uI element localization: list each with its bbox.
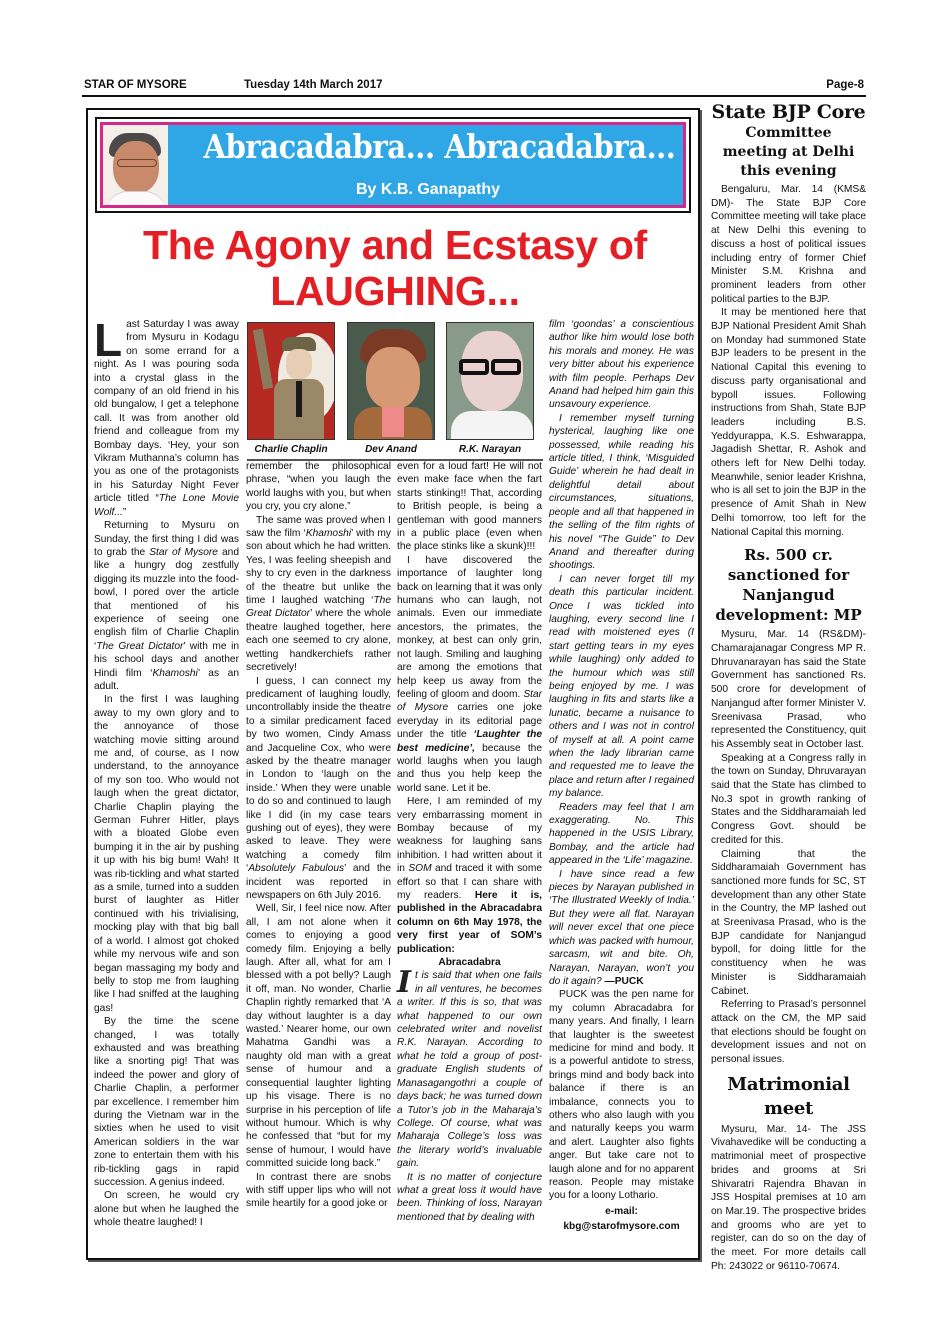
paragraph: Referring to Prasad’s personnel attack on the CM, the MP said that elections should be fought on development issues and not on personal issues.: [711, 999, 866, 1066]
paragraph: I have since read a few pieces by Narayan published in ‘The Illustrated Weekly of India.’ But they were all flat. Narayan will never excel that one piece which was packed with humour, sarcasm, wit and bite. Oh, Narayan, Narayan, won’t you do it again? —PUCK: [549, 868, 694, 987]
paragraph: I remember myself turning hysterical, laughing like one possessed, while reading his article titled, I think, ‘Misguided Guide’ wherein he had dealt in delightful detail about circumstances, situations, people and all that happened in the selling of the film rights of his novel “The Guide” to Dev Anand and thereafter during shootings.: [549, 412, 694, 572]
paragraph: Bengaluru, Mar. 14 (KMS& DM)- The State BJP Core Committee meeting will take place at New Delhi this evening to discuss a host of political issues including entry of former Chief Minister S.M. Krishna and prominent leaders from other political parties to the BJP.: [711, 184, 866, 305]
paragraph: even for a loud fart! He will not even make face when the fart starts stinking!! That, according to British people, is being a gentleman with good manners in a public place (even when the place stinks like a skunk)!!!: [397, 461, 542, 553]
paragraph: The same was proved when I saw the film ‘Khamoshi’ with my son about which he had written. Yes, I was feeling sheepish and shy to cry even in the darkness of the theatre but unlike the time I laughed watching ‘The Great Dictator’ where the whole theatre laughed together, here each one seemed to cry alone, wetting handkerchiefs rather secretively!: [246, 514, 391, 674]
paragraph: Returning to Mysuru on Sunday, the first thing I did was to grab the Star of Mysore and like a hungry dog zestfully digging its muzzle into the food-bowl, I pored over the article that mentioned of his experience of seeing one english film of Charlie Chaplin ‘The Great Dictator’ with me in his school days and another Hindi film ‘Khamoshi’ as an adult.: [94, 520, 239, 692]
news-subheadline: Committee meeting at Delhi this evening: [722, 125, 855, 179]
excerpt-subhead: Abracadabra: [438, 957, 501, 969]
drop-cap: I: [397, 965, 412, 1001]
paragraph: Well, Sir, I feel nice now. After all, I am not alone when it comes to enjoying a good comedy film. Enjoying a belly laugh. After all, what for am I blessed with a pot belly? Laugh it off, man. No wonder, Charlie Chaplin rightly remarked that ‘A day without laughter is a day wasted.’ Nearer home, our own Mahatma Gandhi was a naughty old man with a great sense of humour and a consequential laughter lighting up his visage. There is no surprise in his perception of life without humour. Which is why he confessed that “but for my sense of humour, I would have committed suicide long back.”: [246, 903, 391, 1170]
news-item-bjp-core-committee: [711, 100, 866, 539]
column-banner-frame: [100, 122, 686, 208]
paragraph: It may be mentioned here that BJP National President Amit Shah on Monday had summoned State BJP leaders to be present in the National Capital this evening to discuss party organisational and bypoll issues. Following instructions from Shah, State BJP leaders including B.S. Yeddyurappa, K.S. Eshwarappa, Jagadish Shettar, R. Ashok and others left for New Delhi today. Meanwhile, senior leader Krishna, who is all set to join the BJP in the presence of Amit Shah in New Delhi tomorrow, too left for the National Capital this morning.: [711, 307, 866, 538]
paragraph: remember the philosophical phrase, “when you laugh the world laughs with you, but when you cry, you cry alone.”: [246, 461, 391, 513]
email-label: e-mail:: [605, 1205, 638, 1217]
paragraph: PUCK was the pen name for my column Abracadabra for many years. And finally, I learn that laughter is the sweetest medicine for mind and body. It is a powerful antidote to stress, brings mind and body back into balance if there is an imbalance, connects you to others who also laugh with you and naturally keeps you warm and alert. Laughter also fights anger. But take care not to laugh alone and for no apparent reason. People may mistake you for a loony Lothario.: [549, 989, 694, 1202]
paragraph: Mysuru, Mar. 14 (RS&DM)- Chamarajanagar Congress MP R. Dhruvanarayan has said the State Government has sanctioned Rs. 500 crore for development of Nanjangud after former Minister V. Sreenivasa Prasad, who represented the Constituency, quit his Assembly seat in October last.: [711, 629, 866, 750]
article-column-1: [94, 314, 239, 1230]
issue-date: Tuesday 14th March 2017: [244, 79, 383, 91]
photo-caption: R.K. Narayan: [458, 444, 522, 455]
news-item-matrimonial-meet: [711, 1073, 866, 1274]
photo-caption: Dev Anand: [365, 444, 417, 455]
article-headline: The Agony and Ecstasy of LAUGHING...: [143, 222, 647, 314]
excerpt: [397, 965, 542, 1224]
column-title: Abracadabra... Abracadabra...: [203, 127, 676, 166]
glasses-icon: [117, 159, 157, 167]
paragraph: I have discovered the importance of laughter long back on learning that it was only humans who can laugh, not animals. Even our immediate ancestors, the primates, the monkey, at best can only grin, not laugh. Smiling and laughing are among the emotions that help keep us away from the feeling of gloom and doom. Star of Mysore carries one joke everyday in its editorial page under the title ‘Laughter the best medicine’, because the world laughs when you laugh and thus you help keep the world sane. Let it be.: [397, 554, 542, 794]
sidebar-news: [711, 100, 866, 1274]
author-email-link[interactable]: kbg@starofmysore.com: [563, 1221, 680, 1233]
news-headline: State BJP Core: [711, 101, 866, 123]
news-headline: Matrimonial meet: [727, 1073, 850, 1119]
paragraph: In the first I was laughing away to my own glory and to the annoyance of those watching movie sitting around me and, of course, as I now understand, to the annoyance of my son too. Who would not laugh when the great dictator, Charlie Chaplin playing the German Fuhrer Hitler, plays with a bloated Globe even bumping it in the air by pushing it up with his big bum! Wah! It was rib-tickling and what started as a smile, turned into a sudden burst of laughter as Hitler continued with his trivialising, mocking play with that big ball of a world. I almost got choked while my nervous wife and son began massaging my body and belly to stop me from laughing like I had sniffed at the laughing gas!: [94, 694, 239, 1014]
paragraph: On screen, he would cry alone but when he laughed the whole theatre laughed! I: [94, 1190, 239, 1229]
paragraph: Here, I am reminded of my very embarrassing moment in Bombay because of my weakness for laughing sans inhibition. I had written about it in SOM and traced it with some effort so that I can share with my readers. Here it is, published in the Abracadabra column on 6th May 1978, the very first year of SOM’s publication:: [397, 796, 542, 955]
drop-cap: L: [94, 314, 123, 366]
photo-rk-narayan: [446, 322, 534, 440]
photo-caption: Charlie Chaplin: [254, 444, 328, 455]
photo-charlie-chaplin: [247, 322, 335, 440]
paragraph: Last Saturday I was away from Mysuru in Kodagu on some errand for a night. As I was pouring soda into a crystal glass in the company of an old friend in his old bungalow, I get a telephone call. It was from another old friend and colleague from my Bombay days. ‘Hey, your son Vikram Muthanna’s column has you as one of the protagonists in his Saturday Night Fever article titled “The Lone Movie Wolf...”: [94, 314, 239, 518]
column-byline: By K.B. Ganapathy: [355, 181, 501, 198]
masthead: [84, 76, 864, 96]
columnist-portrait: [103, 125, 168, 205]
photo-dev-anand: [347, 322, 435, 440]
masthead-divider: [82, 95, 866, 97]
page-number: Page-8: [826, 79, 864, 91]
paragraph: In contrast there are snobs with stiff upper lips who will not smile heartily for a good joke or: [246, 1171, 391, 1210]
paragraph: Readers may feel that I am exaggerating. No. This happened in the USIS Library, Bombay, and the article had appeared in the ‘Life’ magazine.: [549, 801, 694, 867]
article-column-4: [549, 318, 694, 1234]
paragraph: By the time the scene changed, I was totally exhausted and was breathing like a snorting pig! That was indeed the power and glory of Charlie Chaplin, a performer par excellence. I remember him during the Vietnam war in the sixties when he used to visit American soldiers in the war zone to entertain them with his rib-tickling gags in rapid succession. A genius indeed.: [94, 1016, 239, 1188]
article-column-3: [397, 460, 542, 1224]
paragraph: Claiming that the Siddharamaiah Government has sanctioned more funds for SC, ST development than any other State in the Country, the MP lashed out at Sreenivasa Prasad, who is the BJP candidate for Nanjangud bypoll, for doing little for the constituency when he was Minister is Siddharamaiah Cabinet.: [711, 848, 866, 997]
news-headline: Rs. 500 cr. sanctioned for Nanjangud development: MP: [715, 546, 862, 625]
paragraph: I can never forget till my death this particular incident. Once I was tickled into laughing, every second line I read with moistened eyes (I start getting tears in my eyes while laughing) only added to the humour which was still being enjoyed by me. I was laughing in fits and starts like a lunatic, became a nuisance to others and I was not in control of myself at all. A point came when the lady librarian came and requested me to leave the place and return after I regained my balance.: [549, 573, 694, 800]
news-item-nanjangud-development: [711, 545, 866, 1067]
signature: —PUCK: [604, 975, 644, 987]
paragraph: film ‘goondas’ a conscientious author like him would lose both his morals and money. He was very bitter about his experience with film people. Perhaps Dev Anand had helped him gain this unsavoury experience.: [549, 319, 694, 411]
paragraph: I guess, I can connect my predicament of laughing loudly, uncontrollably inside the theatre to a similar predicament faced by two women, Cindy Amass and Jacqueline Cox, who were asked by the theatre manager in London to ‘laugh on the inside.’ When they were unable to do so and continued to laugh like I did (in my case tears gushing out of eyes), they were asked to leave. They were watching a comedy film ‘Absolutely Fabulous’ and the incident was reported in newspapers on 6th July 2016.: [246, 675, 391, 901]
article-column-2: [246, 460, 391, 1211]
column-banner: [95, 117, 691, 213]
paragraph: Mysuru, Mar. 14- The JSS Vivahavedike will be conducting a matrimonial meet of prospective brides and grooms at Sri Shivaratri Rajendra Bhavan in JSS Hospital premises at 10 am on Mar.19. The prospective brides and grooms who are yet to register, can do so on the day of the meet. For more details call Ph: 243022 or 96110-70674.: [711, 1123, 866, 1272]
photo-strip: [247, 322, 543, 455]
paragraph: Speaking at a Congress rally in the town on Sunday, Dhruvarayan said that the State has climbed to No.3 spot in growth ranking of States and the Siddharamaiah led Congress Govt. should be credited for this.: [711, 752, 866, 846]
paragraph: It is no matter of conjecture what a great loss it would have been. Thinking of loss, Narayan mentioned that by dealing with: [397, 1171, 542, 1223]
newspaper-name: STAR OF MYSORE: [84, 79, 187, 91]
paragraph: It is said that when one fails in all ventures, he becomes a writer. If this is so, that was what happened to our own celebrated writer and novelist R.K. Narayan. According to what he told a group of post-graduate English students of Manasagangothri a couple of days back; he was turned down a Tutor’s job in the Maharaja’s College. Of course, what was Maharaja College’s loss was the literary world’s invaluable gain.: [397, 965, 542, 1170]
feature-article: [86, 108, 700, 1260]
